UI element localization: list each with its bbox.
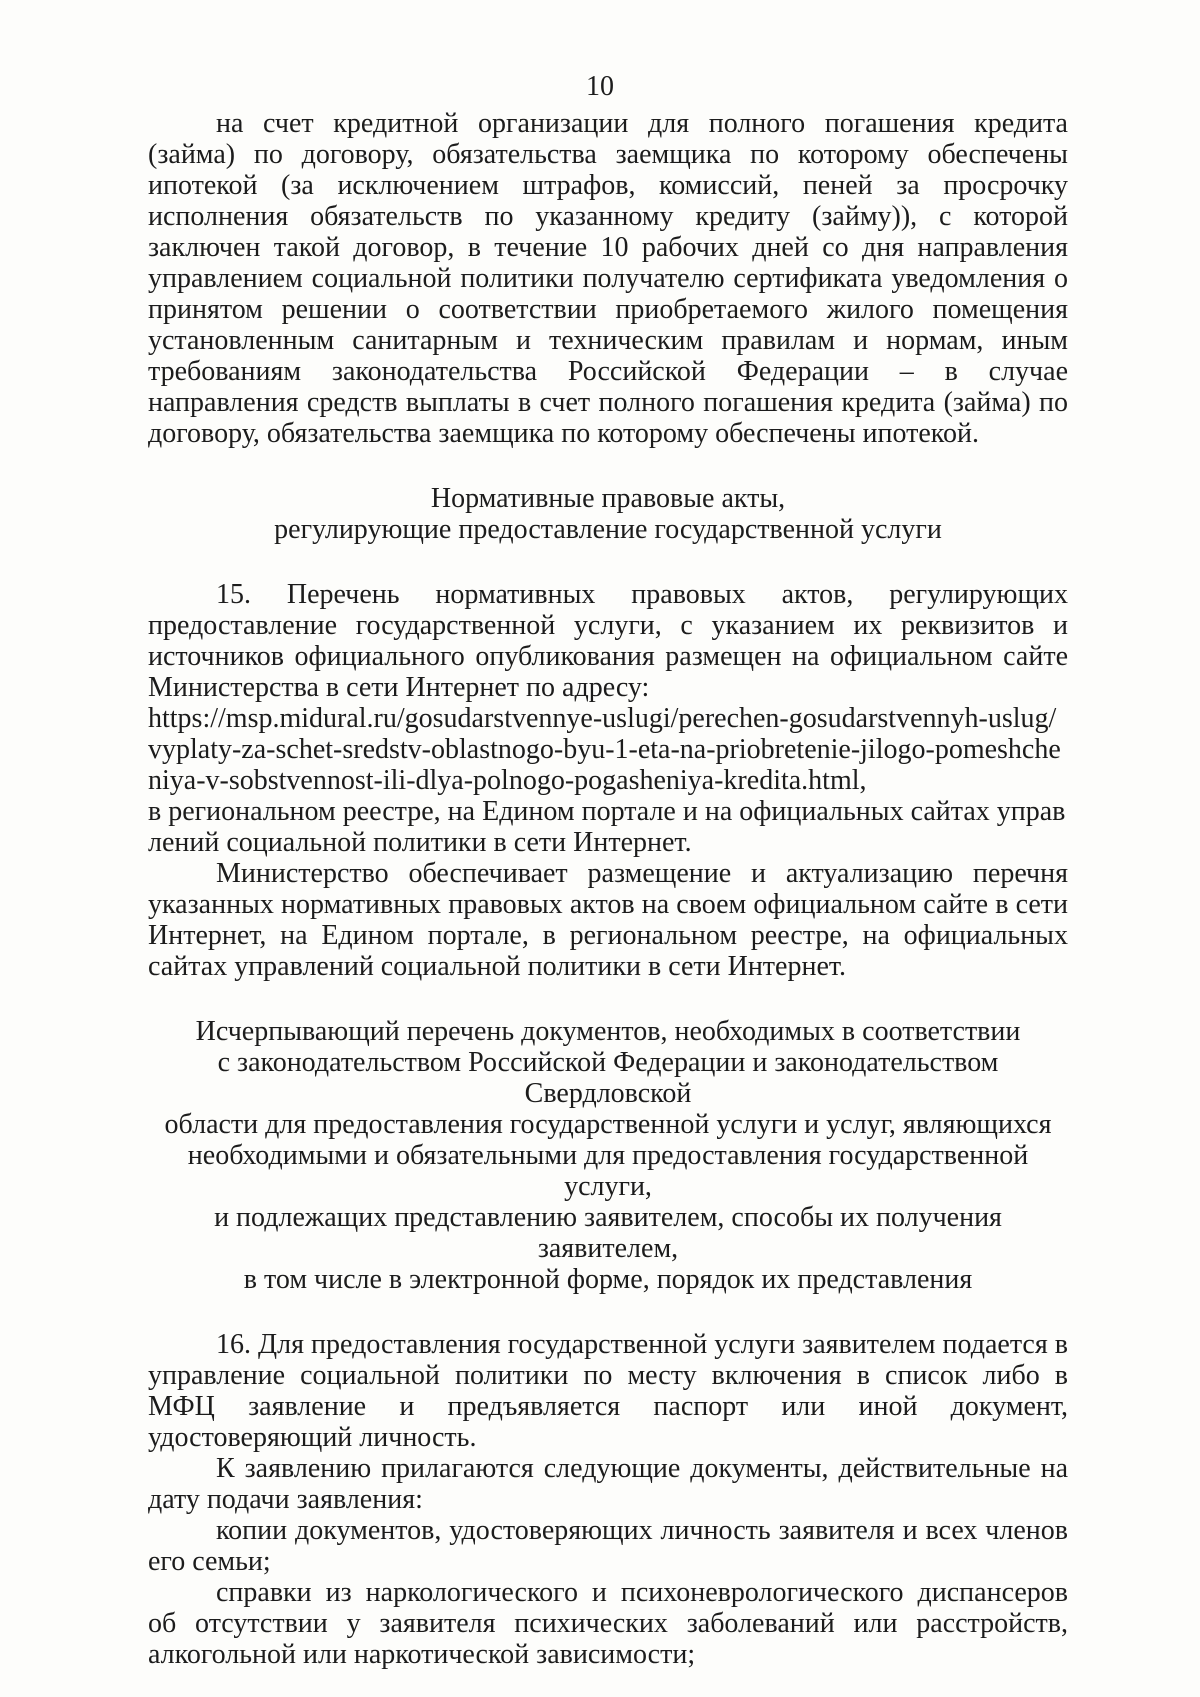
paragraph-15-part2: Министерство обеспечивает размещение и актуализацию перечня указанных нормативных правовых актов на своем официальном сайте в сети Интернет, на Едином портале, в региональном реестре, на официальных сайтах управлений социальной политики в сети Интернет. (148, 858, 1068, 982)
heading-line: регулирующие предоставление государственной услуги (274, 514, 942, 545)
document-list-item: копии документов, удостоверяющих личность заявителя и всех членов его семьи; (148, 1515, 1068, 1577)
heading-line: в том числе в электронной форме, порядок их представления (243, 1264, 973, 1295)
section-heading-normative-acts (148, 483, 1068, 545)
heading-line: Исчерпывающий перечень документов, необходимых в соответствии (195, 1016, 1021, 1047)
paragraph-15: 15. Перечень нормативных правовых актов, регулирующих предоставление государственной услуги, с указанием их реквизитов и источников официального опубликования размещен на официальном сайте Министерства в сети Интернет по адресу: (148, 579, 1068, 703)
paragraph-continuation: на счет кредитной организации для полного погашения кредита (займа) по договору, обязательства заемщика по которому обеспечены ипотекой (за исключением штрафов, комиссий, пеней за просрочку исполнения обязательств по указанному кредиту (займу)), с которой заключен такой договор, в течение 10 рабочих дней со дня направления управлением социальной политики получателю сертификата уведомления о принятом решении о соответствии приобретаемого жилого помещения установленным санитарным и техническим правилам и нормам, иным требованиям законодательства Российской Федерации – в случае направления средств выплаты в счет полного погашения кредита (займа) по договору, обязательства заемщика по которому обеспечены ипотекой. (148, 108, 1068, 449)
paragraph-16: 16. Для предоставления государственной услуги заявителем подается в управление социальной политики по месту включения в список либо в МФЦ заявление и предъявляется паспорт или иной документ, удостоверяющий личность. (148, 1329, 1068, 1453)
heading-line: области для предоставления государственной услуги и услуг, являющихся (164, 1109, 1052, 1140)
paragraph-16-documents-intro: К заявлению прилагаются следующие документы, действительные на дату подачи заявления: (148, 1453, 1068, 1515)
heading-line: и подлежащих представлению заявителем, способы их получения заявителем, (214, 1202, 1002, 1264)
heading-line: Нормативные правовые акты, (430, 483, 786, 514)
document-list-item: справки из наркологического и психоневрологического диспансеров об отсутствии у заявителя психических заболеваний или расстройств, алкогольной или наркотической зависимости; (148, 1577, 1068, 1670)
document-body (148, 108, 1068, 1670)
paragraph-15-tail: в региональном реестре, на Едином портале и на официальных сайтах управлений социальной политики в сети Интернет. (148, 796, 1066, 858)
ministry-url-text: https://msp.midural.ru/gosudarstvennye-uslugi/perechen-gosudarstvennyh-uslug/vyplaty-za-schet-sredstv-oblastnogo-byu-1-eta-na-priobretenie-jilogo-pomeshcheniya-v-sobstvennost-ili-dlya-polnogo-pogasheniya-kredita.html, (148, 703, 1061, 796)
heading-line: с законодательством Российской Федерации и законодательством Свердловской (217, 1047, 999, 1109)
page-number: 10 (586, 71, 614, 102)
heading-line: необходимыми и обязательными для предоставления государственной услуги, (187, 1140, 1029, 1202)
section-heading-documents (148, 1016, 1068, 1295)
